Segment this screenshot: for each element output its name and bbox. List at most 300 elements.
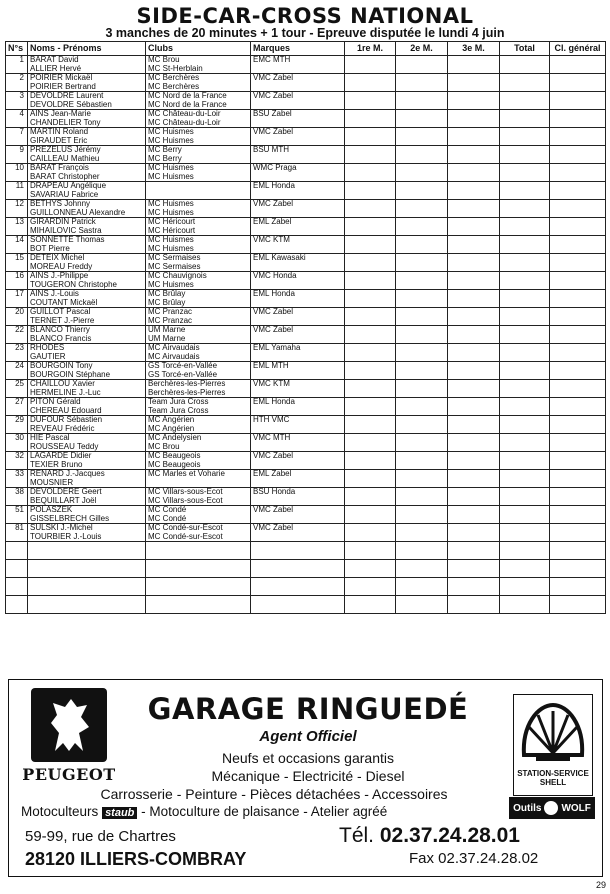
table-row — [6, 74, 606, 92]
table-row — [6, 308, 606, 326]
row-general — [550, 272, 606, 290]
row-number: 51 — [6, 506, 28, 524]
staub-logo: staub — [102, 807, 137, 819]
row-marque: VMC Honda — [251, 272, 345, 290]
table-row-empty — [6, 560, 606, 578]
row-marque: VMC Zabel — [251, 506, 345, 524]
row-general — [550, 74, 606, 92]
row-m2 — [396, 74, 448, 92]
row-general — [550, 524, 606, 542]
row-clubs: MC Marles et Voharie — [146, 470, 251, 488]
row-marque: VMC Zabel — [251, 452, 345, 470]
row-m3 — [448, 416, 500, 434]
row-general — [550, 146, 606, 164]
row-total — [500, 596, 550, 614]
row-clubs: MC Villars-sous-Ecot MC Villars-sous-Ecot — [146, 488, 251, 506]
row-number: 22 — [6, 326, 28, 344]
row-general — [550, 560, 606, 578]
table-row — [6, 182, 606, 200]
address-street: 59-99, rue de Chartres — [25, 828, 176, 845]
row-m3 — [448, 362, 500, 380]
row-m2 — [396, 290, 448, 308]
row-general — [550, 434, 606, 452]
row-marque: VMC Zabel — [251, 524, 345, 542]
row-marque: WMC Praga — [251, 164, 345, 182]
row-names: BLANCO Thierry BLANCO Francis — [28, 326, 146, 344]
row-number: 29 — [6, 416, 28, 434]
row-m2 — [396, 236, 448, 254]
tel-label: Tél. — [339, 824, 375, 847]
table-row — [6, 362, 606, 380]
row-m3 — [448, 146, 500, 164]
service-line-1: Neufs et occasions garantis — [222, 750, 394, 766]
row-m1 — [345, 470, 396, 488]
row-m3 — [448, 380, 500, 398]
row-m3 — [448, 524, 500, 542]
tel-number: 02.37.24.28.01 — [379, 824, 520, 847]
row-number: 27 — [6, 398, 28, 416]
col-header-num: N°s — [6, 42, 28, 56]
row-names: BARAT François BARAT Christopher — [28, 164, 146, 182]
row-clubs: MC Huismes MC Huismes — [146, 164, 251, 182]
row-m1 — [345, 146, 396, 164]
row-clubs: GS Torcé-en-Vallée GS Torcé-en-Vallée — [146, 362, 251, 380]
row-m3 — [448, 92, 500, 110]
row-general — [550, 578, 606, 596]
row-m1 — [345, 74, 396, 92]
row-names: BETHYS Johnny GUILLONNEAU Alexandre — [28, 200, 146, 218]
row-general — [550, 470, 606, 488]
row-names: PITON Gérald CHEREAU Edouard — [28, 398, 146, 416]
motoculteurs-line — [21, 804, 511, 819]
row-clubs: MC Pranzac MC Pranzac — [146, 308, 251, 326]
row-m2 — [396, 218, 448, 236]
row-m3 — [448, 434, 500, 452]
row-m3 — [448, 452, 500, 470]
row-m1 — [345, 236, 396, 254]
row-m3 — [448, 560, 500, 578]
row-general — [550, 308, 606, 326]
shell-icon — [514, 695, 592, 769]
row-names: CHAILLOU Xavier HERMELINE J.-Luc — [28, 380, 146, 398]
row-general — [550, 92, 606, 110]
row-clubs: MC Condé-sur-Escot MC Condé-sur-Escot — [146, 524, 251, 542]
col-header-clubs: Clubs — [146, 42, 251, 56]
telephone — [339, 824, 520, 848]
row-names: GUILLOT Pascal TERNET J.-Pierre — [28, 308, 146, 326]
row-total — [500, 470, 550, 488]
peugeot-logo — [19, 688, 119, 784]
table-row — [6, 272, 606, 290]
row-names: LAGARDE Didier TEXIER Bruno — [28, 452, 146, 470]
row-m1 — [345, 164, 396, 182]
row-names: POIRIER Mickaël POIRIER Bertrand — [28, 74, 146, 92]
row-names: POLASZEK GISSELBRECH Gilles — [28, 506, 146, 524]
row-total — [500, 326, 550, 344]
row-total — [500, 164, 550, 182]
row-clubs: Berchères-les-Pierres Berchères-les-Pierres — [146, 380, 251, 398]
table-row — [6, 416, 606, 434]
row-m3 — [448, 236, 500, 254]
moto-suffix: - Motoculture de plaisance - Atelier agréé — [141, 804, 388, 819]
row-m2 — [396, 416, 448, 434]
row-total — [500, 434, 550, 452]
row-m1 — [345, 578, 396, 596]
row-number: 14 — [6, 236, 28, 254]
row-m2 — [396, 560, 448, 578]
row-names: MARTIN Roland GIRAUDET Eric — [28, 128, 146, 146]
table-row — [6, 146, 606, 164]
moto-prefix: Motoculteurs — [21, 804, 99, 819]
row-names: BOURGOIN Tony BOURGOIN Stéphane — [28, 362, 146, 380]
row-number: 10 — [6, 164, 28, 182]
row-clubs — [146, 542, 251, 560]
table-row — [6, 200, 606, 218]
row-general — [550, 218, 606, 236]
row-total — [500, 146, 550, 164]
row-m3 — [448, 182, 500, 200]
col-header-m2: 2e M. — [396, 42, 448, 56]
row-m2 — [396, 524, 448, 542]
table-row — [6, 452, 606, 470]
table-row — [6, 290, 606, 308]
row-number: 81 — [6, 524, 28, 542]
table-row — [6, 434, 606, 452]
row-clubs: MC Nord de la France MC Nord de la France — [146, 92, 251, 110]
row-general — [550, 380, 606, 398]
row-general — [550, 200, 606, 218]
fax: Fax 02.37.24.28.02 — [409, 850, 539, 867]
row-marque: EML Honda — [251, 398, 345, 416]
table-row — [6, 218, 606, 236]
row-general — [550, 164, 606, 182]
row-marque: EML MTH — [251, 362, 345, 380]
row-m3 — [448, 110, 500, 128]
row-m3 — [448, 542, 500, 560]
row-total — [500, 452, 550, 470]
table-row — [6, 92, 606, 110]
row-m2 — [396, 200, 448, 218]
row-number — [6, 542, 28, 560]
row-m2 — [396, 344, 448, 362]
row-number: 33 — [6, 470, 28, 488]
garage-name: GARAGE RINGUEDÉ — [147, 692, 469, 726]
row-number: 7 — [6, 128, 28, 146]
row-general — [550, 416, 606, 434]
row-general — [550, 236, 606, 254]
service-line-2: Mécanique - Electricité - Diesel — [211, 768, 405, 784]
row-marque — [251, 560, 345, 578]
row-marque: VMC KTM — [251, 380, 345, 398]
row-number: 13 — [6, 218, 28, 236]
row-general — [550, 128, 606, 146]
row-general — [550, 398, 606, 416]
advertisement — [8, 679, 603, 877]
row-clubs — [146, 182, 251, 200]
row-m3 — [448, 506, 500, 524]
row-m1 — [345, 200, 396, 218]
row-m1 — [345, 272, 396, 290]
row-m2 — [396, 326, 448, 344]
row-m1 — [345, 560, 396, 578]
row-m3 — [448, 326, 500, 344]
row-clubs: MC Brou MC St-Herblain — [146, 56, 251, 74]
row-total — [500, 200, 550, 218]
row-names: RENARD J.-Jacques MOUSNIER — [28, 470, 146, 488]
row-total — [500, 110, 550, 128]
table-row — [6, 56, 606, 74]
outils-text: Outils — [513, 802, 542, 814]
peugeot-lion-icon — [31, 688, 107, 762]
row-number: 38 — [6, 488, 28, 506]
row-m1 — [345, 542, 396, 560]
wolf-text: WOLF — [561, 802, 591, 814]
row-clubs: MC Berry MC Berry — [146, 146, 251, 164]
row-marque: VMC MTH — [251, 434, 345, 452]
row-number: 4 — [6, 110, 28, 128]
table-row — [6, 326, 606, 344]
row-marque: BSU Zabel — [251, 110, 345, 128]
row-total — [500, 254, 550, 272]
table-row — [6, 506, 606, 524]
row-m1 — [345, 488, 396, 506]
shell-logo — [513, 694, 593, 796]
row-number: 25 — [6, 380, 28, 398]
row-marque: EML Honda — [251, 182, 345, 200]
row-m1 — [345, 218, 396, 236]
row-marque: VMC Zabel — [251, 92, 345, 110]
row-m1 — [345, 182, 396, 200]
table-row — [6, 470, 606, 488]
row-m3 — [448, 596, 500, 614]
row-number — [6, 560, 28, 578]
table-row — [6, 344, 606, 362]
row-marque: VMC Zabel — [251, 200, 345, 218]
row-clubs: MC Sermaises MC Sermaises — [146, 254, 251, 272]
row-general — [550, 326, 606, 344]
col-header-marques: Marques — [251, 42, 345, 56]
row-m2 — [396, 182, 448, 200]
row-m1 — [345, 326, 396, 344]
table-row — [6, 164, 606, 182]
row-general — [550, 362, 606, 380]
row-total — [500, 290, 550, 308]
row-number: 20 — [6, 308, 28, 326]
row-clubs: MC Airvaudais MC Airvaudais — [146, 344, 251, 362]
row-m3 — [448, 218, 500, 236]
row-m2 — [396, 56, 448, 74]
row-number: 11 — [6, 182, 28, 200]
row-m3 — [448, 488, 500, 506]
row-m2 — [396, 128, 448, 146]
col-header-m3: 3e M. — [448, 42, 500, 56]
row-names: PREZELUS Jérémy CAILLEAU Mathieu — [28, 146, 146, 164]
row-m1 — [345, 344, 396, 362]
row-general — [550, 254, 606, 272]
row-m3 — [448, 290, 500, 308]
row-marque: EML Honda — [251, 290, 345, 308]
page-title: SIDE-CAR-CROSS NATIONAL — [136, 4, 474, 28]
row-general — [550, 344, 606, 362]
row-m1 — [345, 380, 396, 398]
row-m3 — [448, 344, 500, 362]
peugeot-brand-text: PEUGEOT — [22, 765, 116, 784]
row-m3 — [448, 578, 500, 596]
row-number: 12 — [6, 200, 28, 218]
row-number: 24 — [6, 362, 28, 380]
row-total — [500, 488, 550, 506]
row-general — [550, 596, 606, 614]
row-names: HIE Pascal ROUSSEAU Teddy — [28, 434, 146, 452]
row-marque — [251, 596, 345, 614]
row-clubs — [146, 578, 251, 596]
table-row-empty — [6, 578, 606, 596]
row-names: DEVOLDERE Geert BEQUILLART Joël — [28, 488, 146, 506]
row-m1 — [345, 362, 396, 380]
col-header-total: Total — [500, 42, 550, 56]
row-m2 — [396, 578, 448, 596]
row-general — [550, 56, 606, 74]
row-m2 — [396, 470, 448, 488]
row-general — [550, 506, 606, 524]
row-names: DUFOUR Sébastien REVEAU Frédéric — [28, 416, 146, 434]
row-total — [500, 506, 550, 524]
row-number: 9 — [6, 146, 28, 164]
row-total — [500, 272, 550, 290]
row-m2 — [396, 488, 448, 506]
row-m3 — [448, 128, 500, 146]
row-number: 16 — [6, 272, 28, 290]
row-m1 — [345, 254, 396, 272]
row-clubs: MC Andelysien MC Brou — [146, 434, 251, 452]
row-marque: VMC Zabel — [251, 326, 345, 344]
row-m2 — [396, 506, 448, 524]
row-m2 — [396, 542, 448, 560]
row-total — [500, 380, 550, 398]
row-m1 — [345, 524, 396, 542]
row-number — [6, 596, 28, 614]
table-row — [6, 488, 606, 506]
col-header-names: Noms - Prénoms — [28, 42, 146, 56]
row-m2 — [396, 434, 448, 452]
row-names: AINS J.-Philippe TOUGERON Christophe — [28, 272, 146, 290]
col-header-m1: 1re M. — [345, 42, 396, 56]
table-row — [6, 524, 606, 542]
table-row — [6, 254, 606, 272]
shell-label: STATION-SERVICE SHELL — [517, 769, 589, 787]
results-table — [5, 41, 606, 614]
row-m1 — [345, 128, 396, 146]
row-total — [500, 416, 550, 434]
service-line-3: Carrosserie - Peinture - Pièces détachées - Accessoires — [100, 786, 448, 802]
row-clubs: MC Berchères MC Berchères — [146, 74, 251, 92]
row-marque: VMC Zabel — [251, 128, 345, 146]
row-number: 3 — [6, 92, 28, 110]
row-names: AINS Jean-Marie CHANDELIER Tony — [28, 110, 146, 128]
row-m1 — [345, 596, 396, 614]
row-m3 — [448, 56, 500, 74]
page-subtitle: 3 manches de 20 minutes + 1 tour - Epreuve disputée le lundi 4 juin — [105, 26, 505, 40]
row-m2 — [396, 308, 448, 326]
row-marque: VMC Zabel — [251, 308, 345, 326]
row-clubs: MC Angérien MC Angérien — [146, 416, 251, 434]
col-header-general: Cl. général — [550, 42, 606, 56]
row-marque: BSU MTH — [251, 146, 345, 164]
row-m2 — [396, 146, 448, 164]
row-number: 23 — [6, 344, 28, 362]
row-marque: EMC MTH — [251, 56, 345, 74]
row-total — [500, 542, 550, 560]
row-names: GIRARDIN Patrick MIHAILOVIC Sastra — [28, 218, 146, 236]
row-m1 — [345, 56, 396, 74]
table-row — [6, 380, 606, 398]
table-body — [6, 56, 606, 614]
row-marque: EML Zabel — [251, 218, 345, 236]
row-clubs: MC Chauvignois MC Huismes — [146, 272, 251, 290]
row-marque — [251, 542, 345, 560]
row-total — [500, 128, 550, 146]
row-marque: BSU Honda — [251, 488, 345, 506]
row-number: 1 — [6, 56, 28, 74]
table-header-row — [6, 42, 606, 56]
row-general — [550, 290, 606, 308]
row-names: SONNETTE Thomas BOT Pierre — [28, 236, 146, 254]
row-m1 — [345, 452, 396, 470]
row-m1 — [345, 308, 396, 326]
row-total — [500, 524, 550, 542]
row-total — [500, 236, 550, 254]
agent-officiel: Agent Officiel — [259, 728, 357, 745]
row-names: BARAT David ALLIER Hervé — [28, 56, 146, 74]
table-row — [6, 236, 606, 254]
row-clubs: MC Condé MC Condé — [146, 506, 251, 524]
row-number: 32 — [6, 452, 28, 470]
row-m2 — [396, 110, 448, 128]
row-m3 — [448, 164, 500, 182]
row-clubs: Team Jura Cross Team Jura Cross — [146, 398, 251, 416]
row-number: 2 — [6, 74, 28, 92]
row-total — [500, 344, 550, 362]
row-clubs: MC Huismes MC Huismes — [146, 236, 251, 254]
row-marque: VMC Zabel — [251, 74, 345, 92]
row-m1 — [345, 398, 396, 416]
row-marque: VMC KTM — [251, 236, 345, 254]
row-m2 — [396, 92, 448, 110]
row-clubs: UM Marne UM Marne — [146, 326, 251, 344]
row-clubs: MC Brûlay MC Brûlay — [146, 290, 251, 308]
row-total — [500, 92, 550, 110]
row-clubs — [146, 596, 251, 614]
row-clubs: MC Beaugeois MC Beaugeois — [146, 452, 251, 470]
row-names: AINS J.-Louis COUTANT Mickaël — [28, 290, 146, 308]
row-clubs: MC Huismes MC Huismes — [146, 128, 251, 146]
row-m1 — [345, 290, 396, 308]
row-m1 — [345, 92, 396, 110]
row-number: 17 — [6, 290, 28, 308]
row-total — [500, 74, 550, 92]
address-city: 28120 ILLIERS-COMBRAY — [25, 849, 247, 869]
outils-wolf-logo — [509, 797, 595, 819]
row-m2 — [396, 596, 448, 614]
row-names: DETEIX Michel MOREAU Freddy — [28, 254, 146, 272]
row-m2 — [396, 164, 448, 182]
row-m3 — [448, 272, 500, 290]
table-row-empty — [6, 596, 606, 614]
row-general — [550, 182, 606, 200]
row-general — [550, 488, 606, 506]
row-general — [550, 110, 606, 128]
row-general — [550, 542, 606, 560]
